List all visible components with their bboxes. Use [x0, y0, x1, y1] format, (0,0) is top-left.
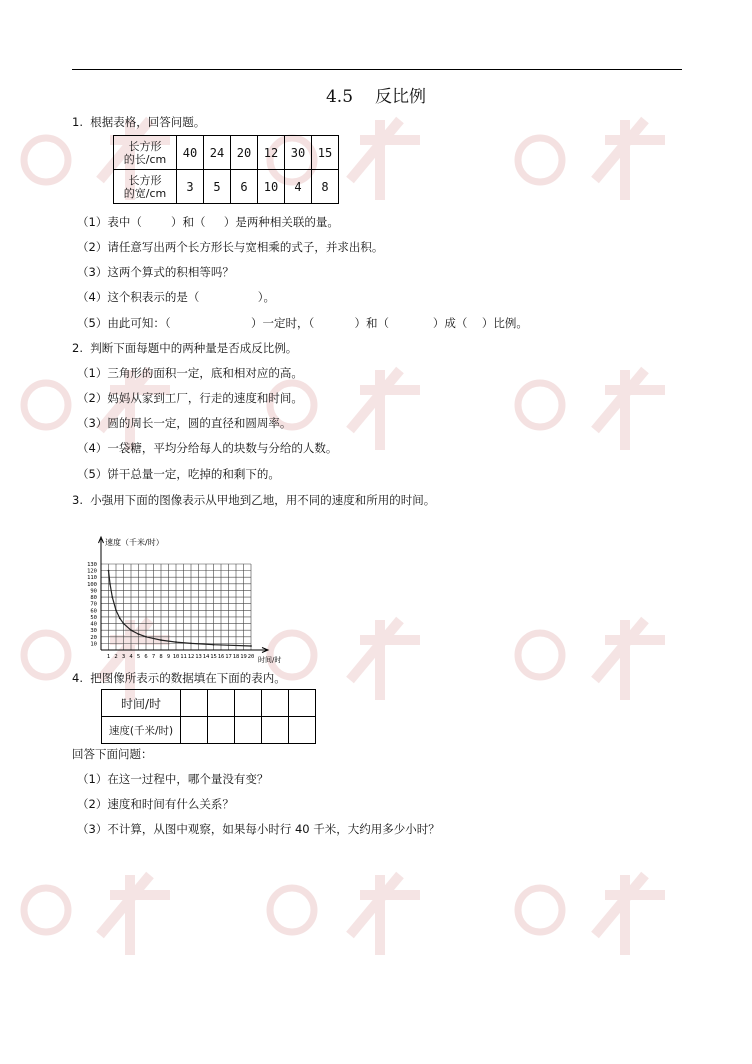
row-header-width: 长方形 的宽/cm	[114, 170, 177, 204]
table-cell: 8	[312, 170, 339, 204]
q1-sub-4: （4）这个积表示的是（ ）。	[77, 290, 276, 304]
blank-cell[interactable]	[181, 717, 208, 744]
table-cell: 30	[285, 136, 312, 170]
q1-sub-5: （5）由此可知：（ ）一定时，（ ）和（ ）成（ ）比例。	[77, 316, 528, 330]
x-tick-label: 10	[172, 654, 180, 660]
x-tick-label: 14	[202, 654, 210, 660]
table-cell: 5	[204, 170, 231, 204]
q4-sub-1: （1）在这一过程中，哪个量没有变？	[77, 772, 269, 786]
blank-cell[interactable]	[262, 690, 289, 717]
table-row	[102, 717, 316, 744]
x-tick-label: 2	[114, 654, 118, 660]
data-point	[138, 633, 140, 635]
row-header-time: 时间/时	[102, 690, 181, 717]
q2-sub-1: （1）三角形的面积一定，底和相对应的高。	[77, 366, 303, 380]
data-point	[123, 623, 125, 625]
blank-cell[interactable]	[289, 690, 316, 717]
blank-cell[interactable]	[289, 717, 316, 744]
data-point	[108, 570, 110, 572]
data-point	[190, 642, 192, 644]
table-cell: 3	[177, 170, 204, 204]
blank-cell[interactable]	[262, 717, 289, 744]
question-1-prompt: 1. 根据表格，回答问题。	[72, 115, 206, 129]
table-cell: 20	[231, 136, 258, 170]
y-tick-label: 120	[87, 568, 97, 575]
x-tick-label: 9	[166, 654, 171, 660]
q2-sub-3: （3）圆的周长一定，圆的直径和圆周率。	[77, 416, 292, 430]
q2-sub-2: （2）妈妈从家到工厂，行走的速度和时间。	[77, 391, 303, 405]
x-tick-label: 15	[210, 654, 217, 660]
y-tick-label: 60	[90, 608, 97, 615]
q2-sub-4: （4）一袋糖，平均分给每人的块数与分给的人数。	[77, 441, 338, 455]
section-number: 4.5	[325, 87, 354, 107]
x-tick-label: 8	[159, 654, 163, 660]
data-point	[213, 644, 215, 646]
table-row	[114, 136, 339, 170]
table-cell: 4	[285, 170, 312, 204]
blank-cell[interactable]	[208, 717, 235, 744]
table-cell: 10	[258, 170, 285, 204]
x-tick-label: 1	[106, 654, 111, 660]
row-header-speed: 速度(千米/时)	[102, 717, 181, 744]
q1-sub-1: （1）表中（ ）和（ ）是两种相关联的量。	[77, 215, 339, 229]
y-tick-label: 10	[90, 641, 97, 648]
x-tick-label: 4	[129, 654, 133, 660]
data-point	[115, 609, 117, 611]
length-width-table	[113, 135, 339, 204]
question-4-prompt: 4. 把图像所表示的数据填在下面的表内。	[72, 671, 286, 685]
q4-sub-2: （2）速度和时间有什么关系？	[77, 797, 234, 811]
x-tick-label: 18	[232, 654, 240, 660]
data-point	[145, 636, 147, 638]
speed-time-chart	[76, 533, 301, 668]
table-cell: 24	[204, 136, 231, 170]
blank-cell[interactable]	[235, 690, 262, 717]
q2-sub-5: （5）饼干总量一定，吃掉的和剩下的。	[77, 467, 280, 481]
y-tick-label: 110	[87, 575, 97, 582]
blank-cell[interactable]	[235, 717, 262, 744]
x-axis-label: 时间/时	[258, 656, 282, 664]
data-fill-table	[101, 689, 316, 744]
y-tick-label: 90	[90, 588, 97, 595]
x-tick-label: 13	[195, 654, 202, 660]
question-2-prompt: 2. 判断下面每题中的两种量是否成反比例。	[72, 341, 298, 355]
y-tick-label: 30	[90, 628, 97, 635]
data-point	[160, 639, 162, 641]
table-row	[114, 170, 339, 204]
x-tick-label: 17	[225, 654, 232, 660]
q1-sub-3: （3）这两个算式的积相等吗？	[77, 265, 234, 279]
x-tick-label: 6	[144, 654, 148, 660]
section-title: 反比例	[375, 87, 427, 107]
x-tick-label: 12	[187, 654, 195, 660]
table-row	[102, 690, 316, 717]
data-point	[250, 645, 252, 647]
y-axis-label: 速度（千米/时）	[105, 538, 164, 547]
q4-sub-3: （3）不计算，从图中观察，如果每小时行 40 千米，大约用多少小时？	[77, 822, 440, 836]
table-cell: 15	[312, 136, 339, 170]
y-tick-label: 20	[90, 634, 97, 641]
data-point	[130, 629, 132, 631]
x-tick-label: 11	[180, 654, 187, 660]
blank-cell[interactable]	[208, 690, 235, 717]
header-rule	[72, 69, 682, 70]
data-point	[119, 617, 121, 619]
series-line	[109, 571, 252, 646]
y-tick-label: 80	[90, 595, 97, 602]
answer-prompt: 回答下面问题：	[72, 747, 153, 761]
page-title	[0, 82, 752, 107]
y-tick-label: 130	[87, 562, 97, 568]
table-cell: 6	[231, 170, 258, 204]
x-tick-label: 3	[121, 654, 126, 660]
x-tick-label: 20	[247, 654, 255, 660]
table-cell: 12	[258, 136, 285, 170]
x-tick-label: 7	[151, 654, 156, 660]
row-header-length: 长方形 的长/cm	[114, 136, 177, 170]
question-3-prompt: 3. 小强用下面的图像表示从甲地到乙地，用不同的速度和所用的时间。	[72, 493, 436, 507]
data-point	[109, 583, 111, 585]
table-cell: 40	[177, 136, 204, 170]
data-point	[111, 596, 113, 598]
x-tick-label: 5	[136, 654, 141, 660]
q1-sub-2: （2）请任意写出两个长方形长与宽相乘的式子，并求出积。	[77, 240, 384, 254]
x-tick-label: 16	[217, 654, 225, 660]
y-tick-label: 100	[87, 581, 97, 588]
y-tick-label: 50	[90, 614, 97, 621]
blank-cell[interactable]	[181, 690, 208, 717]
y-tick-label: 70	[90, 601, 97, 608]
data-point	[175, 641, 177, 643]
x-tick-label: 19	[240, 654, 247, 660]
y-tick-label: 40	[90, 621, 97, 628]
